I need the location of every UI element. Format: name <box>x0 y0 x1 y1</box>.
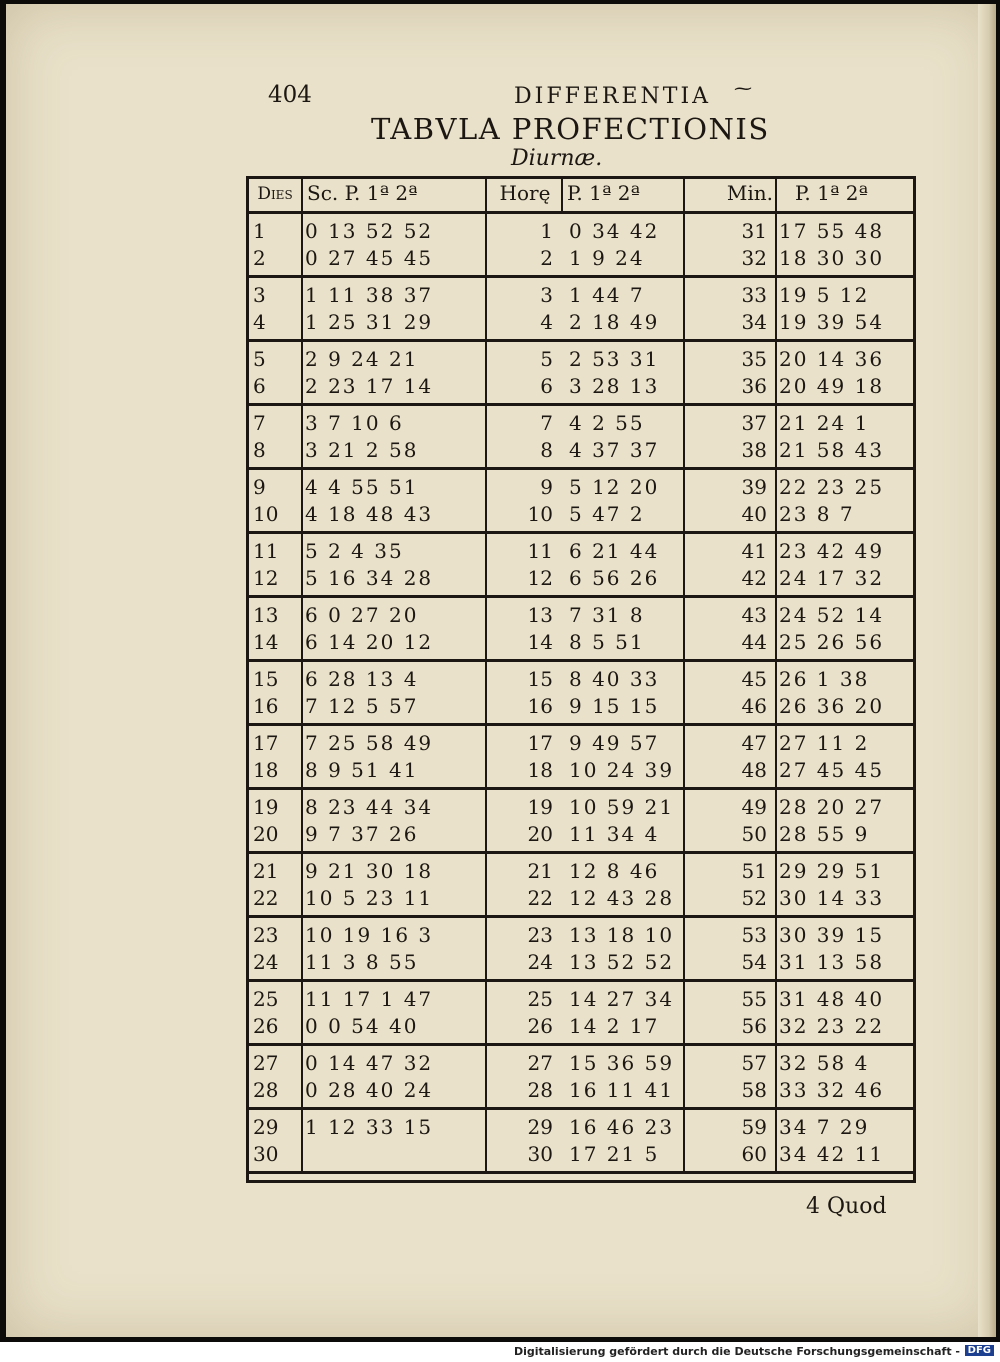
day-number: 9 <box>253 475 266 499</box>
minute-value: 24 52 14 <box>779 603 885 627</box>
hour-number: 8 <box>540 438 553 462</box>
minute-number: 47 <box>741 731 767 755</box>
minute-number: 60 <box>741 1142 767 1166</box>
minute-value: 31 13 58 <box>779 950 885 974</box>
day-number: 8 <box>253 438 266 462</box>
day-value: 0 27 45 45 <box>305 246 434 270</box>
day-value: 6 14 20 12 <box>305 630 434 654</box>
day-number: 26 <box>253 1014 279 1038</box>
hour-value: 17 21 5 <box>569 1142 660 1166</box>
day-number: 14 <box>253 630 279 654</box>
minute-number: 55 <box>741 987 767 1011</box>
table-row <box>249 987 913 1016</box>
hour-number: 15 <box>527 667 553 691</box>
minute-value: 20 14 36 <box>779 347 885 371</box>
hour-value: 0 34 42 <box>569 219 660 243</box>
header-dies: Dies <box>257 184 293 204</box>
hour-number: 27 <box>527 1051 553 1075</box>
running-head <box>6 78 996 112</box>
minute-value: 30 39 15 <box>779 923 885 947</box>
table-row-group <box>249 534 913 598</box>
table-row <box>249 283 913 312</box>
day-value: 1 12 33 15 <box>305 1115 434 1139</box>
day-value: 10 19 16 3 <box>305 923 434 947</box>
hour-number: 13 <box>527 603 553 627</box>
hour-number: 21 <box>527 859 553 883</box>
table-row <box>249 438 913 467</box>
hour-value: 12 8 46 <box>569 859 660 883</box>
day-number: 13 <box>253 603 279 627</box>
hour-value: 12 43 28 <box>569 886 675 910</box>
minute-number: 52 <box>741 886 767 910</box>
running-title: DIFFERENTIA <box>514 84 712 109</box>
day-value: 8 9 51 41 <box>305 758 419 782</box>
day-value: 6 0 27 20 <box>305 603 419 627</box>
hour-number: 25 <box>527 987 553 1011</box>
day-number: 6 <box>253 374 266 398</box>
day-value: 9 21 30 18 <box>305 859 434 883</box>
hour-value: 3 28 13 <box>569 374 660 398</box>
profection-table <box>246 176 916 1183</box>
minute-value: 20 49 18 <box>779 374 885 398</box>
day-value: 2 9 24 21 <box>305 347 419 371</box>
day-number: 4 <box>253 310 266 334</box>
hour-number: 14 <box>527 630 553 654</box>
day-number: 27 <box>253 1051 279 1075</box>
minute-value: 27 11 2 <box>779 731 870 755</box>
day-number: 2 <box>253 246 266 270</box>
hour-value: 13 18 10 <box>569 923 675 947</box>
hour-number: 29 <box>527 1115 553 1139</box>
table-row <box>249 475 913 504</box>
minute-value: 32 23 22 <box>779 1014 885 1038</box>
hour-number: 22 <box>527 886 553 910</box>
hour-number: 19 <box>527 795 553 819</box>
hour-value: 16 46 23 <box>569 1115 675 1139</box>
table-row <box>249 731 913 760</box>
minute-number: 42 <box>741 566 767 590</box>
hour-value: 13 52 52 <box>569 950 675 974</box>
hour-number: 9 <box>540 475 553 499</box>
table-row <box>249 923 913 952</box>
day-number: 30 <box>253 1142 279 1166</box>
table-row-group <box>249 1046 913 1110</box>
day-value: 0 0 54 40 <box>305 1014 419 1038</box>
table-header <box>249 176 913 214</box>
column-rule <box>561 179 563 211</box>
header-dies-values: Sc. P. 1ª 2ª <box>307 181 418 205</box>
minute-value: 24 17 32 <box>779 566 885 590</box>
hour-value: 4 37 37 <box>569 438 660 462</box>
footer-credit: Digitalisierung gefördert durch die Deutsche Forschungsgemeinschaft - <box>513 1345 960 1358</box>
day-number: 24 <box>253 950 279 974</box>
hour-number: 23 <box>527 923 553 947</box>
minute-value: 34 7 29 <box>779 1115 870 1139</box>
table-row <box>249 219 913 248</box>
hour-number: 12 <box>527 566 553 590</box>
minute-number: 32 <box>741 246 767 270</box>
hour-number: 24 <box>527 950 553 974</box>
table-row-group <box>249 790 913 854</box>
day-number: 18 <box>253 758 279 782</box>
hour-number: 17 <box>527 731 553 755</box>
minute-value: 32 58 4 <box>779 1051 870 1075</box>
hour-value: 14 2 17 <box>569 1014 660 1038</box>
minute-number: 49 <box>741 795 767 819</box>
hour-value: 6 56 26 <box>569 566 660 590</box>
minute-value: 28 55 9 <box>779 822 870 846</box>
day-number: 1 <box>253 219 266 243</box>
day-number: 7 <box>253 411 266 435</box>
day-number: 5 <box>253 347 266 371</box>
minute-value: 26 1 38 <box>779 667 870 691</box>
hour-value: 1 44 7 <box>569 283 645 307</box>
minute-number: 38 <box>741 438 767 462</box>
minute-value: 31 48 40 <box>779 987 885 1011</box>
day-number: 15 <box>253 667 279 691</box>
table-row <box>249 539 913 568</box>
dfg-logo: DFG <box>965 1345 994 1356</box>
table-row <box>249 411 913 440</box>
minute-value: 17 55 48 <box>779 219 885 243</box>
header-horae: Horę <box>499 181 551 205</box>
day-value: 5 2 4 35 <box>305 539 404 563</box>
minute-value: 25 26 56 <box>779 630 885 654</box>
column-rule <box>683 179 685 211</box>
table-row-group <box>249 662 913 726</box>
day-value: 4 18 48 43 <box>305 502 434 526</box>
hour-value: 9 15 15 <box>569 694 660 718</box>
day-number: 25 <box>253 987 279 1011</box>
table-row <box>249 667 913 696</box>
minute-number: 59 <box>741 1115 767 1139</box>
minute-number: 58 <box>741 1078 767 1102</box>
table-row-group <box>249 342 913 406</box>
day-number: 16 <box>253 694 279 718</box>
minute-number: 40 <box>741 502 767 526</box>
minute-number: 54 <box>741 950 767 974</box>
minute-number: 34 <box>741 310 767 334</box>
day-number: 29 <box>253 1115 279 1139</box>
day-value: 9 7 37 26 <box>305 822 419 846</box>
page-number: 404 <box>268 82 312 108</box>
hour-number: 20 <box>527 822 553 846</box>
hour-value: 1 9 24 <box>569 246 645 270</box>
hour-number: 6 <box>540 374 553 398</box>
table-row <box>249 566 913 595</box>
day-value: 11 17 1 47 <box>305 987 434 1011</box>
digitization-footer <box>0 1342 1000 1362</box>
table-row <box>249 310 913 339</box>
hour-number: 26 <box>527 1014 553 1038</box>
table-row <box>249 886 913 915</box>
header-horae-values: P. 1ª 2ª <box>567 181 640 205</box>
table-row-group <box>249 470 913 534</box>
minute-number: 56 <box>741 1014 767 1038</box>
minute-number: 44 <box>741 630 767 654</box>
hour-value: 8 40 33 <box>569 667 660 691</box>
minute-value: 33 32 46 <box>779 1078 885 1102</box>
hour-value: 6 21 44 <box>569 539 660 563</box>
table-row <box>249 795 913 824</box>
minute-value: 29 29 51 <box>779 859 885 883</box>
day-number: 19 <box>253 795 279 819</box>
hour-value: 2 53 31 <box>569 347 660 371</box>
day-value: 10 5 23 11 <box>305 886 434 910</box>
hour-value: 5 47 2 <box>569 502 645 526</box>
table-row <box>249 1115 913 1144</box>
table-row <box>249 603 913 632</box>
day-value: 8 23 44 34 <box>305 795 434 819</box>
minute-number: 36 <box>741 374 767 398</box>
minute-value: 30 14 33 <box>779 886 885 910</box>
day-number: 21 <box>253 859 279 883</box>
hour-value: 14 27 34 <box>569 987 675 1011</box>
hour-value: 9 49 57 <box>569 731 660 755</box>
table-row <box>249 1014 913 1043</box>
table-row-group <box>249 854 913 918</box>
table-row <box>249 1078 913 1107</box>
hour-number: 5 <box>540 347 553 371</box>
hour-number: 1 <box>540 219 553 243</box>
day-value: 4 4 55 51 <box>305 475 419 499</box>
minute-number: 39 <box>741 475 767 499</box>
hour-number: 2 <box>540 246 553 270</box>
table-row-group <box>249 726 913 790</box>
hour-value: 11 34 4 <box>569 822 660 846</box>
day-number: 22 <box>253 886 279 910</box>
hour-number: 11 <box>527 539 553 563</box>
hour-value: 10 59 21 <box>569 795 675 819</box>
hour-number: 4 <box>540 310 553 334</box>
table-subtitle: Diurnæ. <box>511 146 603 171</box>
minute-number: 51 <box>741 859 767 883</box>
hour-value: 16 11 41 <box>569 1078 675 1102</box>
minute-value: 28 20 27 <box>779 795 885 819</box>
table-row <box>249 694 913 723</box>
table-row <box>249 822 913 851</box>
minute-value: 27 45 45 <box>779 758 885 782</box>
day-number: 28 <box>253 1078 279 1102</box>
hour-number: 3 <box>540 283 553 307</box>
day-number: 10 <box>253 502 279 526</box>
day-number: 11 <box>253 539 279 563</box>
minute-number: 33 <box>741 283 767 307</box>
table-row-group <box>249 918 913 982</box>
day-value: 7 25 58 49 <box>305 731 434 755</box>
hour-number: 30 <box>527 1142 553 1166</box>
day-value: 0 14 47 32 <box>305 1051 434 1075</box>
table-row <box>249 950 913 979</box>
minute-number: 48 <box>741 758 767 782</box>
header-minuta: Min. <box>726 181 773 205</box>
minute-number: 57 <box>741 1051 767 1075</box>
minute-value: 23 8 7 <box>779 502 855 526</box>
day-value: 1 25 31 29 <box>305 310 434 334</box>
table-row-group <box>249 406 913 470</box>
minute-number: 50 <box>741 822 767 846</box>
column-rule <box>301 179 303 211</box>
hour-value: 7 31 8 <box>569 603 645 627</box>
book-page <box>6 4 996 1337</box>
hour-value: 10 24 39 <box>569 758 675 782</box>
table-row <box>249 630 913 659</box>
table-row <box>249 1142 913 1171</box>
table-row <box>249 374 913 403</box>
header-minuta-values: P. 1ª 2ª <box>795 181 868 205</box>
minute-value: 22 23 25 <box>779 475 885 499</box>
day-value: 3 7 10 6 <box>305 411 404 435</box>
hour-value: 2 18 49 <box>569 310 660 334</box>
table-row <box>249 246 913 275</box>
table-row-group <box>249 278 913 342</box>
minute-number: 46 <box>741 694 767 718</box>
table-row-group <box>249 1110 913 1174</box>
minute-value: 18 30 30 <box>779 246 885 270</box>
day-number: 12 <box>253 566 279 590</box>
ornament-icon: ⁓ <box>734 78 752 99</box>
table-row-group <box>249 598 913 662</box>
minute-number: 43 <box>741 603 767 627</box>
minute-number: 45 <box>741 667 767 691</box>
minute-number: 35 <box>741 347 767 371</box>
hour-number: 10 <box>527 502 553 526</box>
column-rule <box>485 179 487 211</box>
day-value: 5 16 34 28 <box>305 566 434 590</box>
minute-value: 19 5 12 <box>779 283 870 307</box>
minute-value: 34 42 11 <box>779 1142 885 1166</box>
minute-number: 41 <box>741 539 767 563</box>
day-value: 0 13 52 52 <box>305 219 434 243</box>
page-edge <box>978 4 996 1337</box>
table-row <box>249 859 913 888</box>
hour-value: 4 2 55 <box>569 411 645 435</box>
minute-value: 26 36 20 <box>779 694 885 718</box>
table-row <box>249 1051 913 1080</box>
table-title: TABVLA PROFECTIONIS <box>371 112 770 146</box>
minute-number: 31 <box>741 219 767 243</box>
day-value: 2 23 17 14 <box>305 374 434 398</box>
day-value: 6 28 13 4 <box>305 667 419 691</box>
minute-value: 19 39 54 <box>779 310 885 334</box>
hour-value: 15 36 59 <box>569 1051 675 1075</box>
table-row <box>249 347 913 376</box>
day-number: 23 <box>253 923 279 947</box>
table-row-group <box>249 214 913 278</box>
catchword: 4 Quod <box>806 1194 887 1219</box>
day-value: 7 12 5 57 <box>305 694 419 718</box>
column-rule <box>775 179 777 211</box>
hour-number: 7 <box>540 411 553 435</box>
day-number: 3 <box>253 283 266 307</box>
minute-value: 21 24 1 <box>779 411 870 435</box>
day-value: 11 3 8 55 <box>305 950 419 974</box>
day-number: 17 <box>253 731 279 755</box>
table-row <box>249 758 913 787</box>
hour-number: 28 <box>527 1078 553 1102</box>
minute-value: 23 42 49 <box>779 539 885 563</box>
hour-number: 16 <box>527 694 553 718</box>
hour-value: 8 5 51 <box>569 630 645 654</box>
minute-number: 37 <box>741 411 767 435</box>
hour-value: 5 12 20 <box>569 475 660 499</box>
hour-number: 18 <box>527 758 553 782</box>
day-value: 3 21 2 58 <box>305 438 419 462</box>
minute-value: 21 58 43 <box>779 438 885 462</box>
table-row <box>249 502 913 531</box>
day-value: 0 28 40 24 <box>305 1078 434 1102</box>
minute-number: 53 <box>741 923 767 947</box>
day-number: 20 <box>253 822 279 846</box>
day-value: 1 11 38 37 <box>305 283 434 307</box>
table-row-group <box>249 982 913 1046</box>
